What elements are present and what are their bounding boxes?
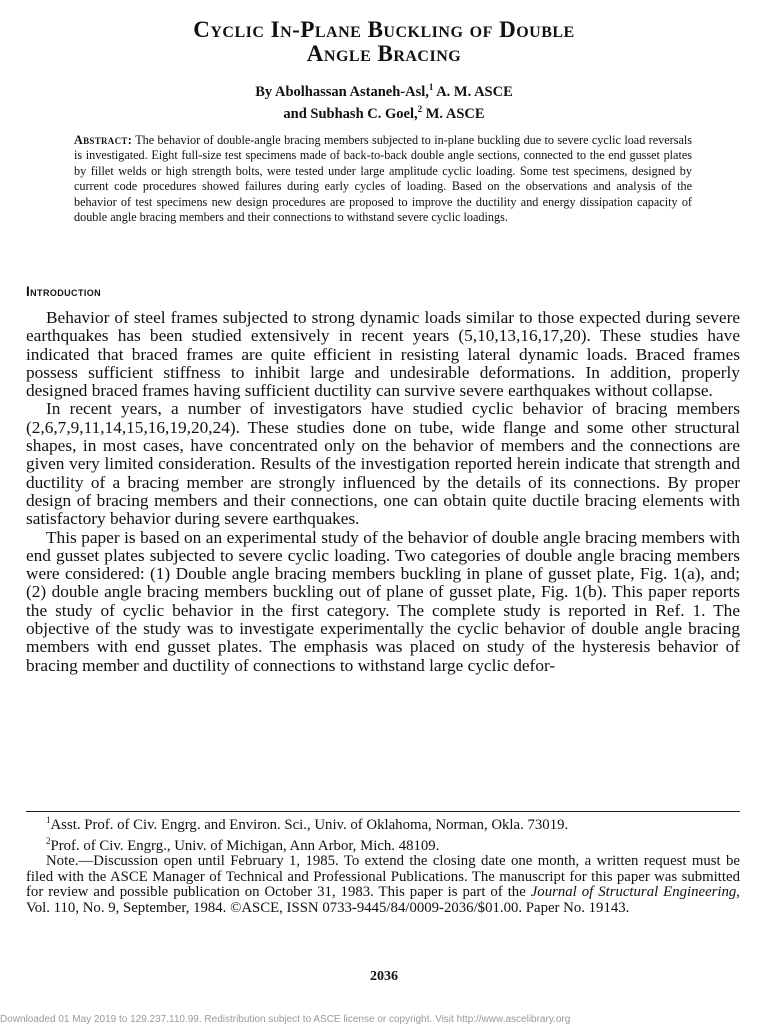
publication-note bbox=[26, 854, 740, 916]
abstract-label: Abstract: bbox=[74, 133, 133, 147]
author-2-title: M. ASCE bbox=[422, 105, 485, 122]
footnote-1-text: Asst. Prof. of Civ. Engrg. and Environ. Sci., Univ. of Oklahoma, Norman, Okla. 73019. bbox=[50, 816, 569, 833]
footnote-2 bbox=[26, 834, 740, 855]
body-text bbox=[26, 309, 740, 675]
abstract bbox=[74, 133, 692, 225]
author-2-footnote-mark: 2 bbox=[417, 103, 423, 114]
author-block bbox=[0, 79, 768, 123]
footnote-1 bbox=[26, 813, 740, 834]
abstract-text: The behavior of double-angle bracing members subjected to in-plane buckling due to severe cyclic load reversals is investigated. Eight full-size test specimens made of back-to-back double angle sections, connected to the end gusset plates by fillet welds or high strength bolts, were tested under large amplitude cyclic loading. Some test specimens, designed by current code procedures showed failures during early cycles of loading. Based on the observations and analysis of the behavior of test specimens new design procedures are proposed to improve the ductility and energy dissipation capacity of double angle bracing members and their connections to withstand severe cyclic loadings. bbox=[74, 133, 692, 225]
footnote-2-text: Prof. of Civ. Engrg., Univ. of Michigan, Ann Arbor, Mich. 48109. bbox=[50, 837, 440, 854]
footnote-1-mark: 1 bbox=[46, 815, 51, 825]
footnotes bbox=[26, 813, 740, 916]
paragraph-1: Behavior of steel frames subjected to strong dynamic loads similar to those expected during severe earthquakes has been studied extensively in recent years (5,10,13,16,17,20). These studies have indicated that braced frames are quite efficient in resisting lateral dynamic loads. Braced frames possess sufficient stiffness to inhibit large and undesirable deformations. In addition, properly designed braced frames having sufficient ductility can survive severe earthquakes without collapse. bbox=[26, 308, 740, 401]
author-2-name: and Subhash C. Goel, bbox=[283, 105, 418, 122]
title-line-1: Cyclic In-Plane Buckling of Double bbox=[193, 17, 575, 42]
author-1-title: A. M. ASCE bbox=[433, 83, 513, 100]
download-watermark: Downloaded 01 May 2019 to 129.237.110.99. Redistribution subject to ASCE license or copyright. Visit http://www.ascelibrary.org bbox=[0, 1014, 571, 1025]
author-1-name: By Abolhassan Astaneh-Asl, bbox=[255, 83, 429, 100]
section-heading-introduction: Introduction bbox=[26, 284, 102, 299]
journal-name: Journal of Structural Engineering, bbox=[530, 884, 741, 901]
note-text-after: Vol. 110, No. 9, September, 1984. ©ASCE, ISSN 0733-9445/84/0009-2036/$01.00. Paper No. 19143. bbox=[26, 899, 630, 916]
author-1-footnote-mark: 1 bbox=[428, 82, 434, 92]
footnote-divider bbox=[26, 811, 740, 812]
author-line-2 bbox=[0, 101, 768, 123]
footnote-2-mark: 2 bbox=[46, 835, 51, 846]
paper-title bbox=[0, 18, 768, 66]
paragraph-3: This paper is based on an experimental study of the behavior of double angle bracing members with end gusset plates subjected to severe cyclic loading. Two categories of double angle bracing members were considered: (1) Double angle bracing members buckling in plane of gusset plate, Fig. 1(a), and; (2) double angle bracing members buckling out of plane of gusset plate, Fig. 1(b). This paper reports the study of cyclic behavior in the first category. The complete study is reported in Ref. 1. The objective of the study was to investigate experimentally the cyclic behavior of double angle bracing members with end gusset plates. The emphasis was placed on study of the hysteresis behavior of bracing member and ductility of connections to withstand large cyclic defor- bbox=[26, 527, 740, 675]
page-number: 2036 bbox=[370, 969, 398, 984]
paragraph-2: In recent years, a number of investigators have studied cyclic behavior of bracing members (2,6,7,9,11,14,15,16,19,20,24). These studies done on tube, wide flange and some other structural shapes, in most cases, have concentrated only on the behavior of members and the connections are given very limited consideration. Results of the investigation reported herein indicate that strength and ductility of a bracing member are strongly influenced by the details of its connections. By proper design of bracing members and their connections, one can obtain quite ductile bracing elements with satisfactory behavior during severe earthquakes. bbox=[26, 399, 740, 529]
note-text-before: Note.—Discussion open until February 1, 1985. To extend the closing date one month, a written request must be filed with the ASCE Manager of Technical and Professional Publications. The manuscript for this paper was submitted for review and possible publication on October 31, 1983. This paper is part of the bbox=[26, 853, 740, 901]
title-line-2: Angle Bracing bbox=[306, 41, 462, 66]
author-line-1 bbox=[0, 79, 768, 101]
